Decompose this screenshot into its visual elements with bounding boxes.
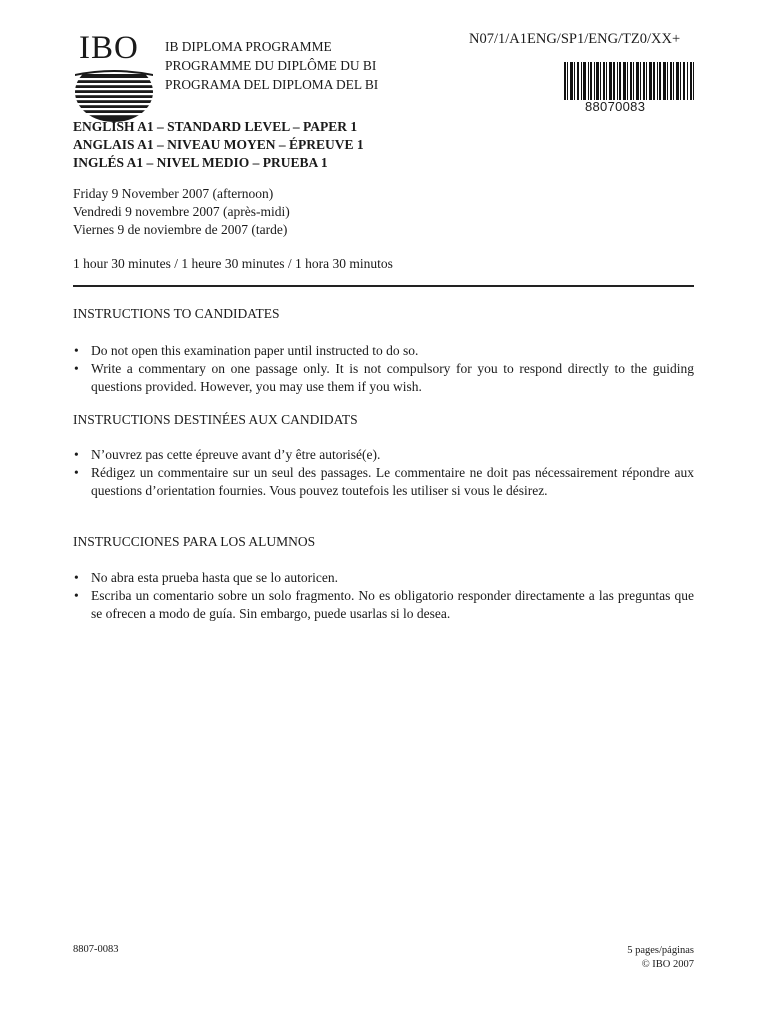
programme-name-fr: PROGRAMME DU DIPLÔME DU BI <box>165 58 377 73</box>
barcode-number: 88070083 <box>585 99 646 114</box>
exam-date-es: Viernes 9 de noviembre de 2007 (tarde) <box>73 222 288 237</box>
section-heading-es: INSTRUCCIONES PARA LOS ALUMNOS <box>73 534 316 549</box>
bullet-icon: • <box>74 361 79 376</box>
programme-names <box>165 37 378 94</box>
exam-duration: 1 hour 30 minutes / 1 heure 30 minutes / 1 hora 30 minutos <box>73 256 393 271</box>
instructions-list-fr <box>73 446 694 500</box>
list-item <box>73 446 694 464</box>
divider-rule <box>73 285 694 287</box>
page-count: 5 pages/páginas <box>627 945 694 956</box>
exam-title-es: INGLÉS A1 – NIVEL MEDIO – PRUEBA 1 <box>73 155 328 170</box>
list-item <box>73 360 694 396</box>
bullet-icon: • <box>74 447 79 462</box>
instructions-list-en <box>73 342 694 396</box>
ibo-logo <box>73 30 155 94</box>
barcode-icon <box>564 62 694 100</box>
programme-name-en: IB DIPLOMA PROGRAMME <box>165 39 332 54</box>
instruction-text: No abra esta prueba hasta que se lo autoricen. <box>91 570 339 585</box>
list-item <box>73 464 694 500</box>
instruction-text: Write a commentary on one passage only. It is not compulsory for you to respond directly to the guiding questions provided. However, you may use them if you wish. <box>91 361 694 394</box>
list-item <box>73 342 694 360</box>
list-item <box>73 569 694 587</box>
section-heading-fr: INSTRUCTIONS DESTINÉES AUX CANDIDATS <box>73 412 358 427</box>
bullet-icon: • <box>74 570 79 585</box>
instructions-list-es <box>73 569 694 623</box>
instruction-text: Do not open this examination paper until instructed to do so. <box>91 343 419 358</box>
instruction-text: Escriba un comentario sobre un solo fragmento. No es obligatorio responder directamente a las preguntas que se ofrecen a modo de guía. Sin embargo, puede usarlas si lo desea. <box>91 588 694 621</box>
exam-title-fr: ANGLAIS A1 – NIVEAU MOYEN – ÉPREUVE 1 <box>73 137 364 152</box>
globe-icon <box>73 66 155 124</box>
exam-date-fr: Vendredi 9 novembre 2007 (après-midi) <box>73 204 290 219</box>
logo-text: IBO <box>79 30 139 66</box>
exam-dates <box>73 185 290 239</box>
list-item <box>73 587 694 623</box>
copyright: © IBO 2007 <box>641 959 694 970</box>
instruction-text: N’ouvrez pas cette épreuve avant d’y être autorisé(e). <box>91 447 381 462</box>
bullet-icon: • <box>74 465 79 480</box>
exam-date-en: Friday 9 November 2007 (afternoon) <box>73 186 274 201</box>
section-heading-en: INSTRUCTIONS TO CANDIDATES <box>73 306 280 321</box>
programme-name-es: PROGRAMA DEL DIPLOMA DEL BI <box>165 77 379 92</box>
instruction-text: Rédigez un commentaire sur un seul des passages. Le commentaire ne doit pas nécessairement répondre aux questions d’orientation fournies. Vous pouvez toutefois les utiliser si vous le désirez. <box>91 465 694 498</box>
document-number: 8807-0083 <box>73 944 119 955</box>
bullet-icon: • <box>74 343 79 358</box>
footer-right <box>627 944 694 972</box>
exam-title-en: ENGLISH A1 – STANDARD LEVEL – PAPER 1 <box>73 119 358 134</box>
bullet-icon: • <box>74 588 79 603</box>
exam-titles <box>73 118 364 172</box>
paper-code: N07/1/A1ENG/SP1/ENG/TZ0/XX+ <box>469 31 681 47</box>
